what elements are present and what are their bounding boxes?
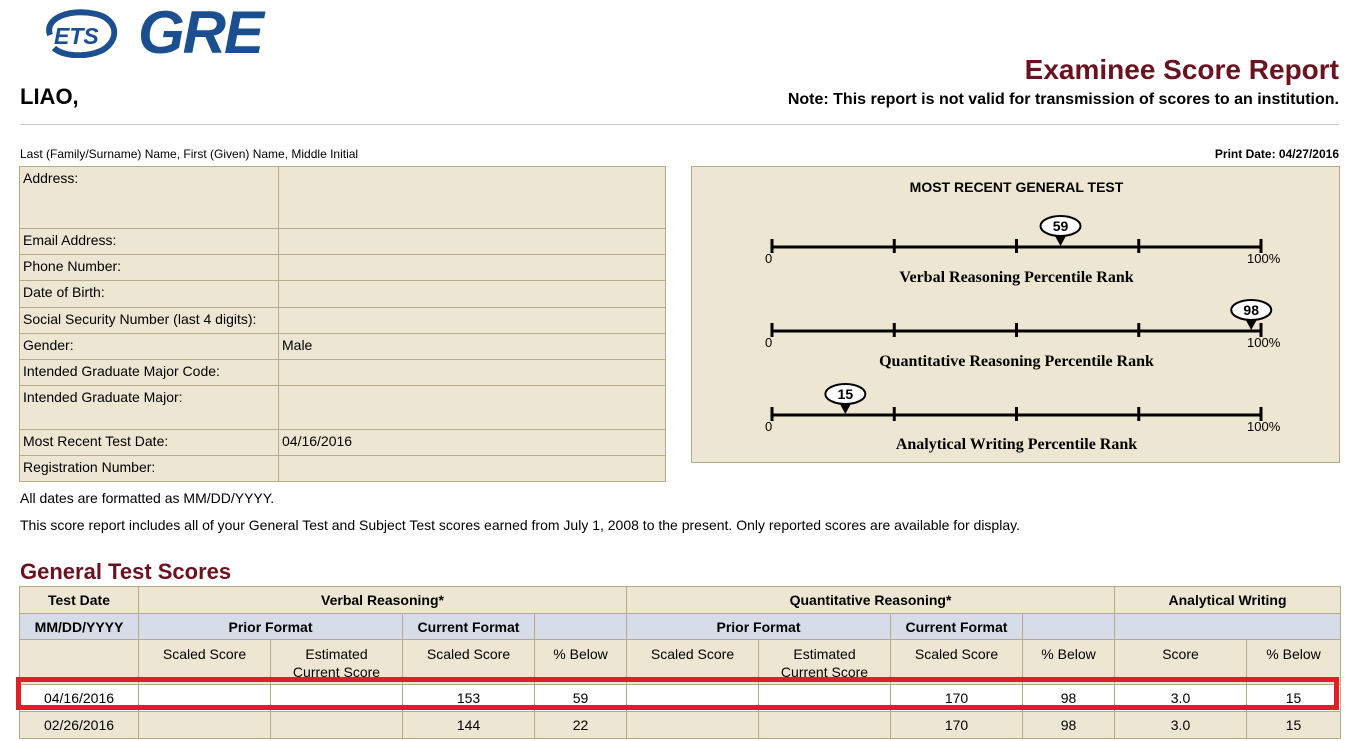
info-value	[279, 386, 666, 430]
examinee-info-table	[19, 166, 666, 482]
score-cell	[627, 712, 759, 739]
info-value: Male	[279, 334, 666, 360]
score-scope-note: This score report includes all of your General Test and Subject Test scores earned from July 1, 2008 to the present. Only reported scores are available for display.	[20, 517, 1020, 533]
info-value	[279, 167, 666, 229]
verbal-marker-pointer	[1055, 235, 1067, 246]
writing-blank-header	[1115, 614, 1341, 640]
quant-header: Quantitative Reasoning*	[627, 587, 1115, 614]
estimated-line1: Estimated	[305, 646, 368, 662]
info-label: Address:	[20, 167, 279, 229]
score-cell: 3.0	[1115, 685, 1247, 712]
info-label: Email Address:	[20, 229, 279, 255]
score-cell	[271, 712, 403, 739]
score-cell: 98	[1023, 685, 1115, 712]
estimated-line1: Estimated	[793, 646, 856, 662]
verbal-current-format-header: Current Format	[403, 614, 535, 640]
writing-scale-label: Analytical Writing Percentile Rank	[895, 436, 1138, 453]
quant-prior-format-header: Prior Format	[627, 614, 891, 640]
gre-logo: GRE	[138, 0, 263, 66]
score-cell: 3.0	[1115, 712, 1247, 739]
col-header: Scaled Score	[403, 640, 535, 685]
score-cell	[139, 712, 271, 739]
date-format-header: MM/DD/YYYY	[20, 614, 139, 640]
quant-current-format-header: Current Format	[891, 614, 1023, 640]
info-label: Registration Number:	[20, 456, 279, 482]
info-label: Phone Number:	[20, 255, 279, 281]
quant-scale-max-label: 100%	[1247, 335, 1281, 350]
info-label: Date of Birth:	[20, 281, 279, 308]
examinee-name: LIAO,	[20, 84, 79, 109]
col-header: Scaled Score	[139, 640, 271, 685]
general-test-scores-table	[19, 586, 1341, 739]
table-row	[20, 712, 1341, 739]
name-caption: Last (Family/Surname) Name, First (Given) Name, Middle Initial	[20, 147, 359, 161]
col-header: Score	[1115, 640, 1247, 685]
writing-scale-min-label: 0	[765, 419, 773, 434]
panel-title: MOST RECENT GENERAL TEST	[909, 179, 1124, 195]
estimated-line2: Current Score	[780, 664, 869, 680]
info-value: 04/16/2016	[279, 430, 666, 456]
header-divider	[20, 124, 1339, 125]
writing-marker-pointer	[839, 403, 851, 414]
score-cell: 22	[535, 712, 627, 739]
score-cell: 02/26/2016	[20, 712, 139, 739]
col-header: Scaled Score	[891, 640, 1023, 685]
info-value	[279, 255, 666, 281]
score-cell: 15	[1247, 712, 1341, 739]
verbal-scale-label: Verbal Reasoning Percentile Rank	[899, 269, 1134, 286]
validity-note: Note: This report is not valid for transmission of scores to an institution.	[787, 91, 1339, 108]
verbal-blank-header	[535, 614, 627, 640]
score-cell: 59	[535, 685, 627, 712]
col-header: % Below	[535, 640, 627, 685]
score-cell: 04/16/2016	[20, 685, 139, 712]
info-label: Social Security Number (last 4 digits):	[20, 308, 279, 334]
info-label: Most Recent Test Date:	[20, 430, 279, 456]
section-title: General Test Scores	[20, 559, 232, 584]
score-cell: 170	[891, 685, 1023, 712]
col-header: Scaled Score	[627, 640, 759, 685]
ets-logo	[40, 8, 118, 58]
estimated-line2: Current Score	[292, 664, 381, 680]
score-cell: 15	[1247, 685, 1341, 712]
info-label: Intended Graduate Major:	[20, 386, 279, 430]
verbal-scale-max-label: 100%	[1247, 251, 1281, 266]
highlight-box	[16, 677, 1339, 710]
print-date: Print Date: 04/27/2016	[1214, 147, 1339, 161]
score-cell	[759, 712, 891, 739]
writing-marker-value: 15	[837, 386, 854, 402]
score-cell: 98	[1023, 712, 1115, 739]
quant-marker-value: 98	[1243, 302, 1260, 318]
col-header: % Below	[1247, 640, 1341, 685]
quant-scale-label: Quantitative Reasoning Percentile Rank	[879, 353, 1154, 370]
score-cell: 153	[403, 685, 535, 712]
info-value	[279, 308, 666, 334]
verbal-scale-min-label: 0	[765, 251, 773, 266]
quant-scale-min-label: 0	[765, 335, 773, 350]
date-format-note: All dates are formatted as MM/DD/YYYY.	[20, 490, 275, 506]
info-value	[279, 229, 666, 255]
info-value	[279, 456, 666, 482]
info-value	[279, 281, 666, 308]
info-label: Intended Graduate Major Code:	[20, 360, 279, 386]
report-title: Examinee Score Report	[1024, 54, 1339, 85]
writing-header: Analytical Writing	[1115, 587, 1341, 614]
ets-logo-text: ETS	[54, 23, 99, 49]
verbal-header: Verbal Reasoning*	[139, 587, 627, 614]
score-cell: 170	[891, 712, 1023, 739]
col-header: % Below	[1023, 640, 1115, 685]
writing-scale-max-label: 100%	[1247, 419, 1281, 434]
test-date-header: Test Date	[20, 587, 139, 614]
verbal-prior-format-header: Prior Format	[139, 614, 403, 640]
quant-blank-header	[1023, 614, 1115, 640]
verbal-marker-value: 59	[1052, 218, 1069, 234]
quant-marker-pointer	[1245, 319, 1257, 330]
score-cell: 144	[403, 712, 535, 739]
percentile-panel	[691, 166, 1340, 463]
info-label: Gender:	[20, 334, 279, 360]
info-value	[279, 360, 666, 386]
percentile-scales	[692, 167, 1339, 462]
